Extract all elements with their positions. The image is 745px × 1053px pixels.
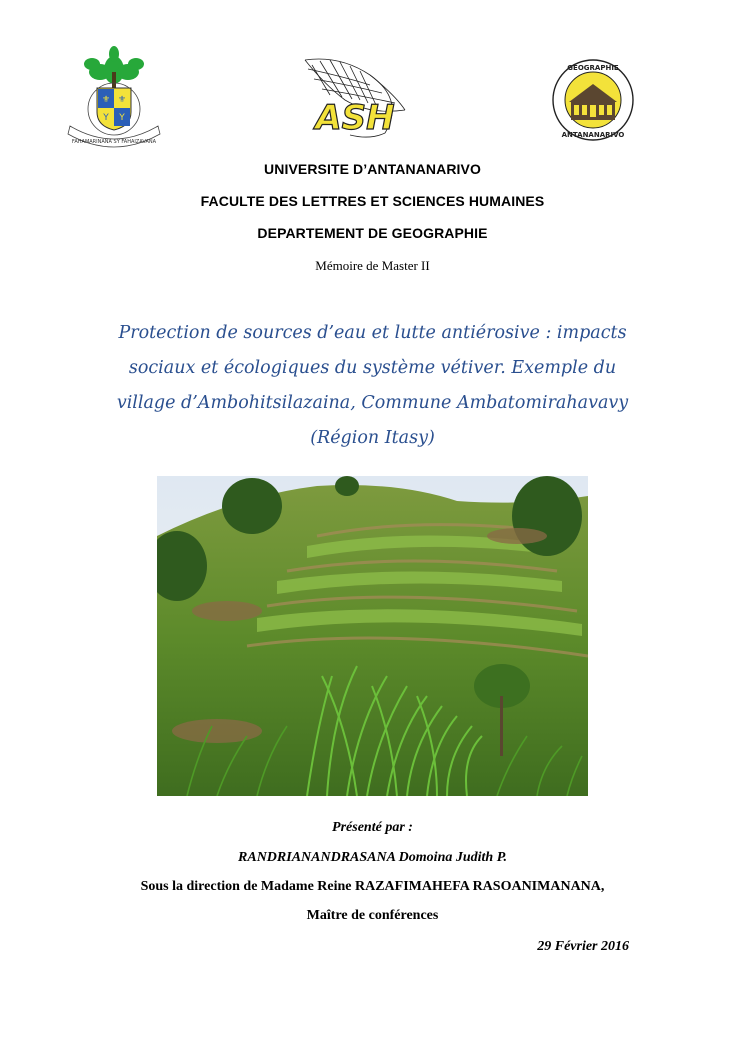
seal-motto-text: FAHAMARINANA SY FAHAIZAVANA — [71, 139, 157, 145]
svg-text:Y: Y — [119, 113, 125, 123]
thesis-title-line-3: village d’Ambohitsilazaina, Commune Ambatomirahavavy — [116, 393, 629, 413]
thesis-title-line-2: sociaux et écologiques du système vétiver. Exemple du — [128, 358, 617, 378]
geography-logo-bottom-text: ANTANANARIVO — [561, 131, 625, 139]
presented-by-label: Présenté par : — [332, 820, 413, 835]
supervisor-role: Maître de conférences — [306, 908, 439, 923]
ash-logo-text: ASH — [315, 98, 395, 138]
submission-date: 29 Février 2016 — [537, 939, 629, 954]
thesis-title-line-1: Protection de sources d’eau et lutte antiérosive : impacts — [118, 323, 627, 343]
author-name — [0, 850, 745, 866]
author-name-text: RANDRIANANDRASANA Domoina Judith P. — [238, 850, 507, 865]
geography-logo — [545, 58, 643, 142]
university-seal-logo — [64, 42, 164, 152]
ash-logo — [300, 55, 410, 140]
faculty-name: FACULTE DES LETTRES ET SCIENCES HUMAINES — [200, 193, 545, 209]
svg-text:Y: Y — [103, 113, 109, 123]
supervisor-line: Sous la direction de Madame Reine RAZAFIMAHEFA RASOANIMANANA, — [140, 879, 605, 894]
vetiver-hillside-photo — [157, 476, 588, 796]
svg-text:⚜: ⚜ — [117, 95, 127, 105]
svg-text:⚜: ⚜ — [101, 95, 111, 105]
university-name: UNIVERSITE D’ANTANANARIVO — [264, 161, 481, 177]
memoire-label: Mémoire de Master II — [315, 258, 430, 273]
department-name: DEPARTEMENT DE GEOGRAPHIE — [257, 225, 488, 241]
thesis-title — [0, 316, 745, 456]
geography-logo-top-text: GEOGRAPHIE — [567, 64, 619, 72]
thesis-title-line-4: (Région Itasy) — [310, 428, 435, 448]
